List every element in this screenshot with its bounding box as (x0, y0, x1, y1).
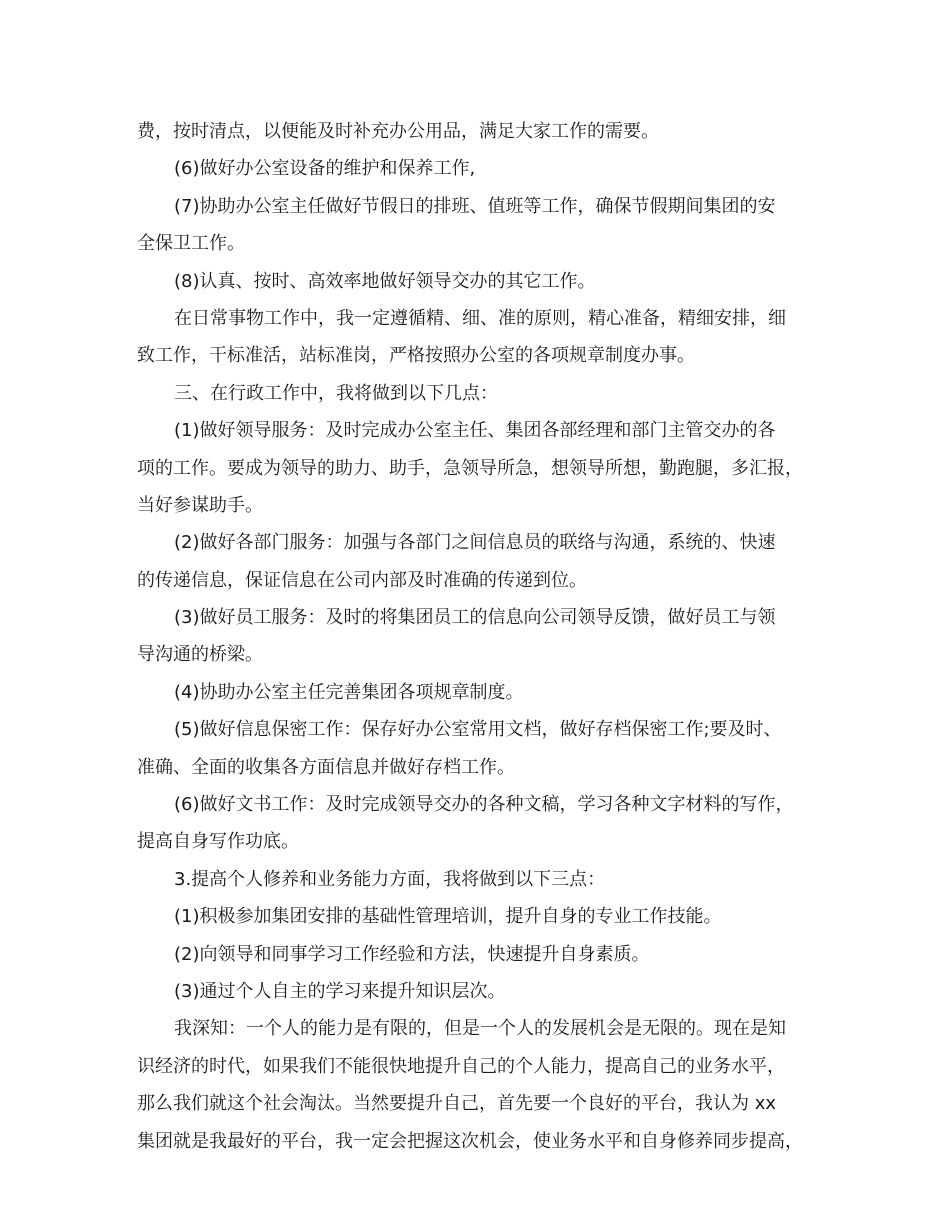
text-line-12: (2)做好各部门服务：加强与各部门之间信息员的联络与沟通，系统的、快速 (174, 532, 776, 554)
text-line-18: 准确、全面的收集各方面信息并做好存档工作。 (137, 756, 515, 778)
text-line-1: 费，按时清点，以便能及时补充办公用品，满足大家工作的需要。 (137, 121, 659, 142)
text-line-17: (5)做好信息保密工作：保存好办公室常用文档，做好存档保密工作;要及时、 (174, 719, 782, 741)
text-line-15: 导沟通的桥梁。 (137, 644, 263, 666)
text-line-8: 三、在行政工作中，我将做到以下几点： (174, 382, 498, 404)
text-line-2: (6)做好办公室设备的维护和保养工作, (174, 158, 476, 180)
text-line-3: (7)协助办公室主任做好节假日的排班、值班等工作，确保节假期间集团的安 (174, 195, 776, 217)
text-line-10: 项的工作。要成为领导的助力、助手，急领导所急，想领导所想，勤跑腿，多汇报， (137, 457, 803, 479)
text-line-4: 全保卫工作。 (137, 233, 245, 255)
text-line-14: (3)做好员工服务：及时的将集团员工的信息向公司领导反馈，做好员工与领 (174, 607, 776, 629)
text-line-25: 我深知：一个人的能力是有限的，但是一个人的发展机会是无限的。现在是知 (174, 1018, 786, 1040)
text-line-11: 当好参谋助手。 (137, 494, 263, 516)
text-line-26: 识经济的时代，如果我们不能很快地提升自己的个人能力，提高自己的业务水平， (137, 1055, 785, 1077)
text-line-20: 提高自身写作功底。 (137, 831, 299, 853)
text-line-9: (1)做好领导服务：及时完成办公室主任、集团各部经理和部门主管交办的各 (174, 420, 776, 442)
text-line-23: (2)向领导和同事学习工作经验和方法，快速提升自身素质。 (174, 943, 650, 965)
text-line-27: 那么我们就这个社会淘汰。当然要提升自己，首先要一个良好的平台，我认为 xx (137, 1093, 777, 1115)
body-text (137, 113, 837, 1160)
text-line-6: 在日常事物工作中，我一定遵循精、细、准的原则，精心准备，精细安排，细 (174, 307, 786, 329)
text-line-7: 致工作，干标准活，站标准岗，严格按照办公室的各项规章制度办事。 (137, 345, 695, 367)
text-line-19: (6)做好文书工作：及时完成领导交办的各种文稿，学习各种文字材料的写作， (174, 794, 794, 816)
text-line-21: 3.提高个人修养和业务能力方面，我将做到以下三点： (174, 868, 606, 890)
text-line-28: 集团就是我最好的平台，我一定会把握这次机会，使业务水平和自身修养同步提高， (137, 1130, 803, 1152)
text-line-24: (3)通过个人自主的学习来提升知识层次。 (174, 980, 506, 1002)
text-line-22: (1)积极参加集团安排的基础性管理培训，提升自身的专业工作技能。 (174, 906, 722, 928)
text-line-5: (8)认真、按时、高效率地做好领导交办的其它工作。 (174, 270, 596, 292)
text-line-13: 的传递信息，保证信息在公司内部及时准确的传递到位。 (137, 569, 587, 591)
text-line-16: (4)协助办公室主任完善集团各项规章制度。 (174, 681, 524, 703)
